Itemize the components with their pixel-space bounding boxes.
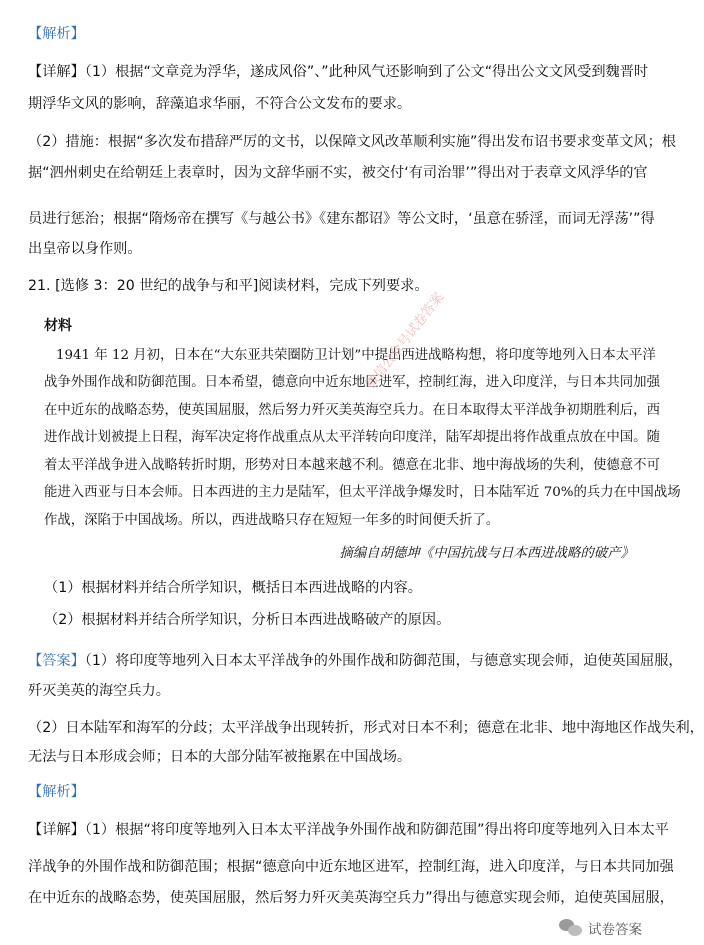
- section-tag: 【详解】: [28, 64, 85, 80]
- analysis-tag: 【解析】: [28, 784, 85, 800]
- material-line: 战争外围作战和防御范围。日本希望，德意向中近东地区进军，控制红海，进入印度洋，与日本共同加强: [44, 375, 660, 390]
- answer-line: 洋战争的外围作战和防御范围；根据“德意向中近东地区进军，控制红海，进入印度洋，与日本共同加强: [28, 859, 674, 875]
- material-line: 能进入西亚与日本会师。日本西进的主力是陆军，但太平洋战争爆发时，日本陆军近 70%的兵力在中国战场: [44, 485, 681, 500]
- answer-line: 在中近东的战略态势，使英国屈服，然后努力歼灭美英海空兵力”得出与德意实现会师，迫使英国屈服，: [28, 890, 674, 906]
- material-title: 材料: [44, 318, 72, 334]
- source-logo: [559, 917, 642, 939]
- answer-line: 歼灭美英的海空兵力。: [28, 683, 170, 699]
- analysis-line: 员进行惩治；根据“隋炀帝在撰写《与越公书》《建东都诏》等公文时，‘虽意在骄淫，而词无浮荡’”得: [28, 211, 655, 227]
- analysis-line: 【详解】（1）根据“文章竞为浮华，遂成风俗”、”此种风气还影响到了公文“得出公文文风受到魏晋时: [28, 64, 649, 80]
- analysis-line: [28, 24, 634, 44]
- answer-line: 无法与日本形成会师；日本的大部分陆军被拖累在中国战场。: [28, 749, 412, 765]
- material-source: 摘编自胡德坤《中国抗战与日本西进战略的破产》: [339, 546, 634, 561]
- material-line: 1941 年 12 月初，日本在“大东亚共荣圈防卫计划”中提出西进战略构想，将印度等地列入日本太平洋: [56, 348, 656, 363]
- detail-tag: 【详解】: [28, 822, 85, 838]
- question-item: （1）根据材料并结合所学知识，概括日本西进战略的内容。: [44, 580, 422, 596]
- answer-line: 【答案】（1）将印度等地列入日本太平洋战争的外围作战和防御范围，与德意实现会师，迫使英国屈服，: [28, 653, 683, 669]
- logo-text: 试卷答案: [588, 922, 642, 938]
- section-tag: 【解析】: [28, 26, 85, 42]
- answer-line: （2）日本陆军和海军的分歧；太平洋战争出现转折，形式对日本不利；德意在北非、地中海地区作战失利，: [28, 720, 704, 736]
- material-line: 在中近东的战略态势，使英国屈服，然后努力歼灭美英海空兵力。在日本取得太平洋战争初期胜利后，西: [44, 403, 660, 418]
- answer-line: [28, 782, 634, 802]
- watermark-text: 微信公众号试卷答案: [363, 290, 448, 392]
- analysis-line: （2）措施：根据“多次发布措辞严厉的文书，以保障文风改革顺利实施”得出发布诏书要求变革文风；根: [28, 134, 676, 150]
- material-line: 进作战计划被提上日程，海军决定将作战重点从太平洋转向印度洋，陆军却提出将作战重点放在中国。随: [44, 430, 660, 445]
- material-line: 作战，深陷于中国战场。所以，西进战略只存在短短一年多的时间便夭折了。: [44, 513, 500, 528]
- answer-tag: 【答案】: [28, 653, 85, 669]
- question-heading: 21. [选修 3：20 世纪的战争与和平]阅读材料，完成下列要求。: [28, 278, 429, 294]
- analysis-line: 出皇帝以身作则。: [28, 241, 142, 257]
- material-line: 着太平洋战争进入战略转折时期，形势对日本越来越不利。德意在北非、地中海战场的失利，使德意不可: [44, 458, 660, 473]
- analysis-line: 据“泗州刺史在给朝廷上表章时，因为文辞华丽不实，被交付‘有司治罪’”得出对于表章文风浮华的官: [28, 165, 648, 181]
- answer-line: 【详解】（1）根据“将印度等地列入日本太平洋战争外围作战和防御范围”得出将印度等地列入日本太平: [28, 822, 669, 838]
- wechat-icon: [559, 917, 583, 939]
- question-item: （2）根据材料并结合所学知识，分析日本西进战略破产的原因。: [44, 612, 451, 628]
- analysis-line: 期浮华文风的影响，辞藻追求华丽，不符合公文发布的要求。: [28, 96, 412, 112]
